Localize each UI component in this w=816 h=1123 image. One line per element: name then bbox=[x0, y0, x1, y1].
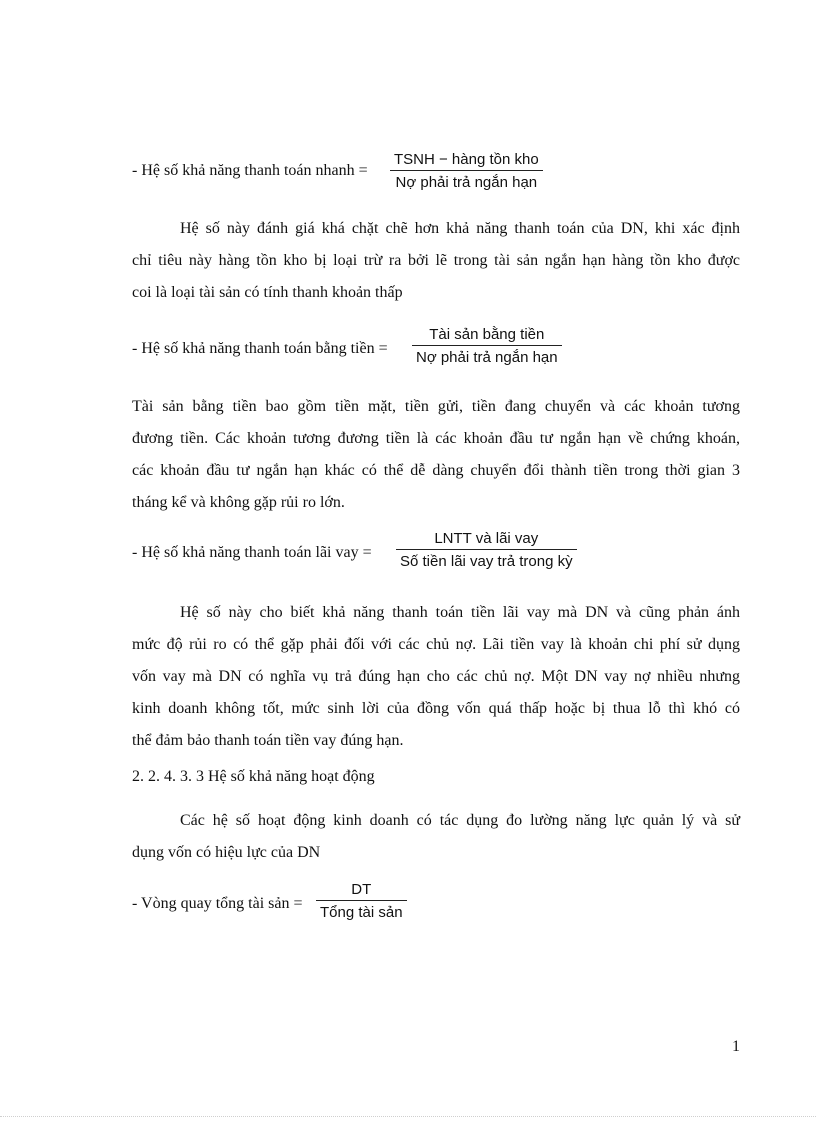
quick-ratio-description bbox=[132, 213, 740, 309]
asset-turnover-label: - Vòng quay tổng tài sản = bbox=[132, 895, 303, 912]
quick-ratio-denominator: Nợ phải trả ngắn hạn bbox=[395, 174, 538, 191]
interest-coverage-fraction bbox=[396, 530, 577, 570]
paragraph-line: kinh doanh không tốt, mức sinh lời của đồng vốn quá thấp hoặc bị thua lỗ thì khó có bbox=[132, 700, 740, 717]
interest-description bbox=[132, 597, 740, 757]
paragraph-line: Hệ số này đánh giá khá chặt chẽ hơn khả năng thanh toán của DN, khi xác định bbox=[180, 220, 740, 237]
cash-ratio-label: - Hệ số khả năng thanh toán bằng tiền = bbox=[132, 340, 388, 357]
cash-description bbox=[132, 391, 740, 519]
quick-ratio-fraction bbox=[390, 151, 543, 191]
quick-ratio-label: - Hệ số khả năng thanh toán nhanh = bbox=[132, 162, 368, 179]
asset-turnover-denominator: Tổng tài sản bbox=[320, 904, 403, 921]
interest-coverage-denominator: Số tiền lãi vay trả trong kỳ bbox=[400, 553, 573, 570]
paragraph-line: mức độ rủi ro có thể gặp phải đối với các chủ nợ. Lãi tiền vay là khoản chi phí sử dụng bbox=[132, 636, 740, 653]
cash-ratio-numerator: Tài sản bằng tiền bbox=[429, 326, 545, 343]
footer-divider bbox=[0, 1116, 816, 1117]
activity-description bbox=[132, 805, 740, 869]
quick-ratio-numerator: TSNH − hàng tồn kho bbox=[394, 151, 539, 168]
paragraph-line: thể đảm bảo thanh toán tiền vay đúng hạn. bbox=[132, 732, 404, 749]
paragraph-line: chỉ tiêu này hàng tồn kho bị loại trừ ra bởi lẽ trong tài sản ngắn hạn hàng tồn kho được bbox=[132, 252, 740, 269]
paragraph-line: Các hệ số hoạt động kinh doanh có tác dụng đo lường năng lực quản lý và sử bbox=[180, 812, 740, 829]
paragraph-line: đương tiền. Các khoản tương đương tiền là các khoản đầu tư ngắn hạn về chứng khoán, bbox=[132, 430, 740, 447]
paragraph-line: coi là loại tài sản có tính thanh khoản thấp bbox=[132, 284, 403, 301]
interest-coverage-label: - Hệ số khả năng thanh toán lãi vay = bbox=[132, 544, 372, 561]
page-number: 1 bbox=[732, 1038, 740, 1055]
cash-ratio-denominator: Nợ phải trả ngắn hạn bbox=[416, 349, 558, 366]
paragraph-line: vốn vay mà DN có nghĩa vụ trả đúng hạn cho các chủ nợ. Một DN vay nợ nhiều nhưng bbox=[132, 668, 740, 685]
section-heading: 2. 2. 4. 3. 3 Hệ số khả năng hoạt động bbox=[132, 768, 375, 785]
paragraph-line: dụng vốn có hiệu lực của DN bbox=[132, 844, 321, 861]
paragraph-line: Tài sản bằng tiền bao gồm tiền mặt, tiền gửi, tiền đang chuyển và các khoản tương bbox=[132, 398, 740, 415]
paragraph-line: các khoản đầu tư ngắn hạn khác có thể dễ dàng chuyển đổi thành tiền trong thời gian 3 bbox=[132, 462, 740, 479]
interest-coverage-numerator: LNTT và lãi vay bbox=[434, 530, 539, 547]
paragraph-line: Hệ số này cho biết khả năng thanh toán tiền lãi vay mà DN và cũng phản ánh bbox=[180, 604, 740, 621]
paragraph-line: tháng kể và không gặp rủi ro lớn. bbox=[132, 494, 345, 511]
asset-turnover-numerator: DT bbox=[351, 881, 372, 898]
asset-turnover-fraction bbox=[316, 881, 407, 921]
cash-ratio-fraction bbox=[412, 326, 562, 366]
